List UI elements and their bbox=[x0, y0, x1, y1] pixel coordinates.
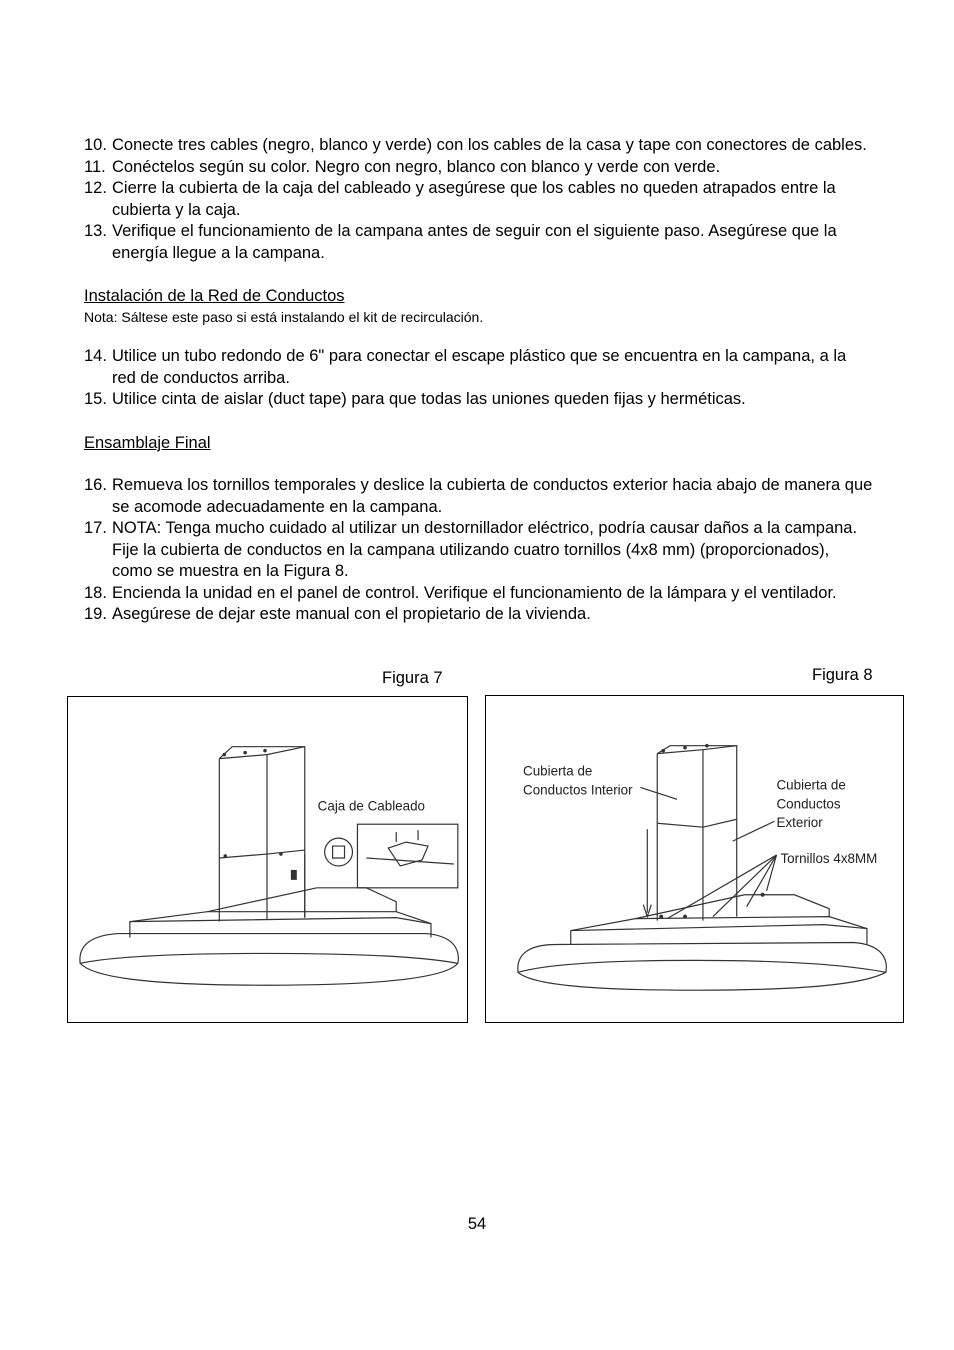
step-text: Cierre la cubierta de la caja del cableado y asegúrese que los cables no queden atrapados entre la cubierta y la caja. bbox=[112, 179, 836, 219]
list-item bbox=[84, 604, 874, 626]
step-number: 11. bbox=[84, 157, 106, 176]
step-text: Encienda la unidad en el panel de control. Verifique el funcionamiento de la lámpara y el ventilador. bbox=[112, 583, 837, 602]
step-text: Verifique el funcionamiento de la campana antes de seguir con el siguiente paso. Asegúrese que la energía llegue a la campana. bbox=[112, 222, 837, 262]
list-item bbox=[84, 157, 874, 179]
list-item bbox=[84, 178, 874, 221]
step-text: Conéctelos según su color. Negro con negro, blanco con blanco y verde con verde. bbox=[112, 157, 721, 176]
steps-list-a bbox=[84, 135, 874, 264]
step-number: 15. bbox=[84, 390, 107, 408]
list-item bbox=[84, 583, 874, 605]
list-item bbox=[84, 135, 874, 157]
list-item bbox=[84, 346, 874, 389]
figure-7 bbox=[67, 696, 468, 1023]
figure-8-callout-screws: Tornillos 4x8MM bbox=[780, 850, 878, 866]
figure-8-callout-inner-1: Cubierta de bbox=[523, 763, 593, 779]
step-number: 17. bbox=[84, 519, 107, 537]
section-note: Nota: Sáltese este paso si está instalando el kit de recirculación. bbox=[84, 309, 484, 325]
step-text: Asegúrese de dejar este manual con el propietario de la vivienda. bbox=[112, 605, 591, 623]
steps-list-c bbox=[84, 475, 874, 626]
step-number: 18. bbox=[84, 583, 107, 602]
figure-8-illustration bbox=[486, 696, 903, 1022]
figure-8-callout-inner-2: Conductos Interior bbox=[523, 782, 633, 798]
step-text: Utilice cinta de aislar (duct tape) para que todas las uniones queden fijas y herméticas. bbox=[112, 390, 746, 408]
figure-7-callout: Caja de Cableado bbox=[317, 798, 426, 814]
step-text: Remueva los tornillos temporales y deslice la cubierta de conductos exterior hacia abajo de manera que se acomode adecuadamente en la campana. bbox=[112, 476, 873, 516]
list-item bbox=[84, 221, 874, 264]
step-number: 13. bbox=[84, 222, 107, 240]
figure-8 bbox=[485, 695, 904, 1023]
page-number: 54 bbox=[467, 1215, 487, 1233]
step-number: 19. bbox=[84, 605, 107, 623]
step-number: 10. bbox=[84, 136, 107, 154]
list-item bbox=[84, 518, 874, 583]
list-item bbox=[84, 475, 874, 518]
list-item bbox=[84, 389, 874, 411]
figure-8-label: Figura 8 bbox=[812, 666, 873, 684]
step-text: NOTA: Tenga mucho cuidado al utilizar un destornillador eléctrico, podría causar daños a la campana. Fije la cubierta de conductos en la campana utilizando cuatro tornillos (4x8 mm) (proporcionados), como se muestra en la Figura 8. bbox=[112, 519, 858, 580]
step-number: 14. bbox=[84, 347, 107, 365]
section-heading-ducts: Instalación de la Red de Conductos bbox=[84, 287, 345, 305]
figure-8-callout-outer-3: Exterior bbox=[776, 815, 823, 831]
figure-7-illustration bbox=[68, 697, 467, 1022]
step-text: Conecte tres cables (negro, blanco y verde) con los cables de la casa y tape con conectores de cables. bbox=[112, 136, 867, 154]
figure-8-callout-outer-1: Cubierta de bbox=[776, 777, 846, 793]
section-heading-final: Ensamblaje Final bbox=[84, 434, 211, 452]
figure-8-callout-outer-2: Conductos bbox=[776, 796, 841, 812]
step-text: Utilice un tubo redondo de 6" para conectar el escape plástico que se encuentra en la campana, a la red de conductos arriba. bbox=[112, 347, 847, 387]
steps-list-b bbox=[84, 346, 874, 411]
step-number: 16. bbox=[84, 476, 107, 494]
step-number: 12. bbox=[84, 179, 107, 197]
figure-7-label: Figura 7 bbox=[382, 669, 443, 687]
